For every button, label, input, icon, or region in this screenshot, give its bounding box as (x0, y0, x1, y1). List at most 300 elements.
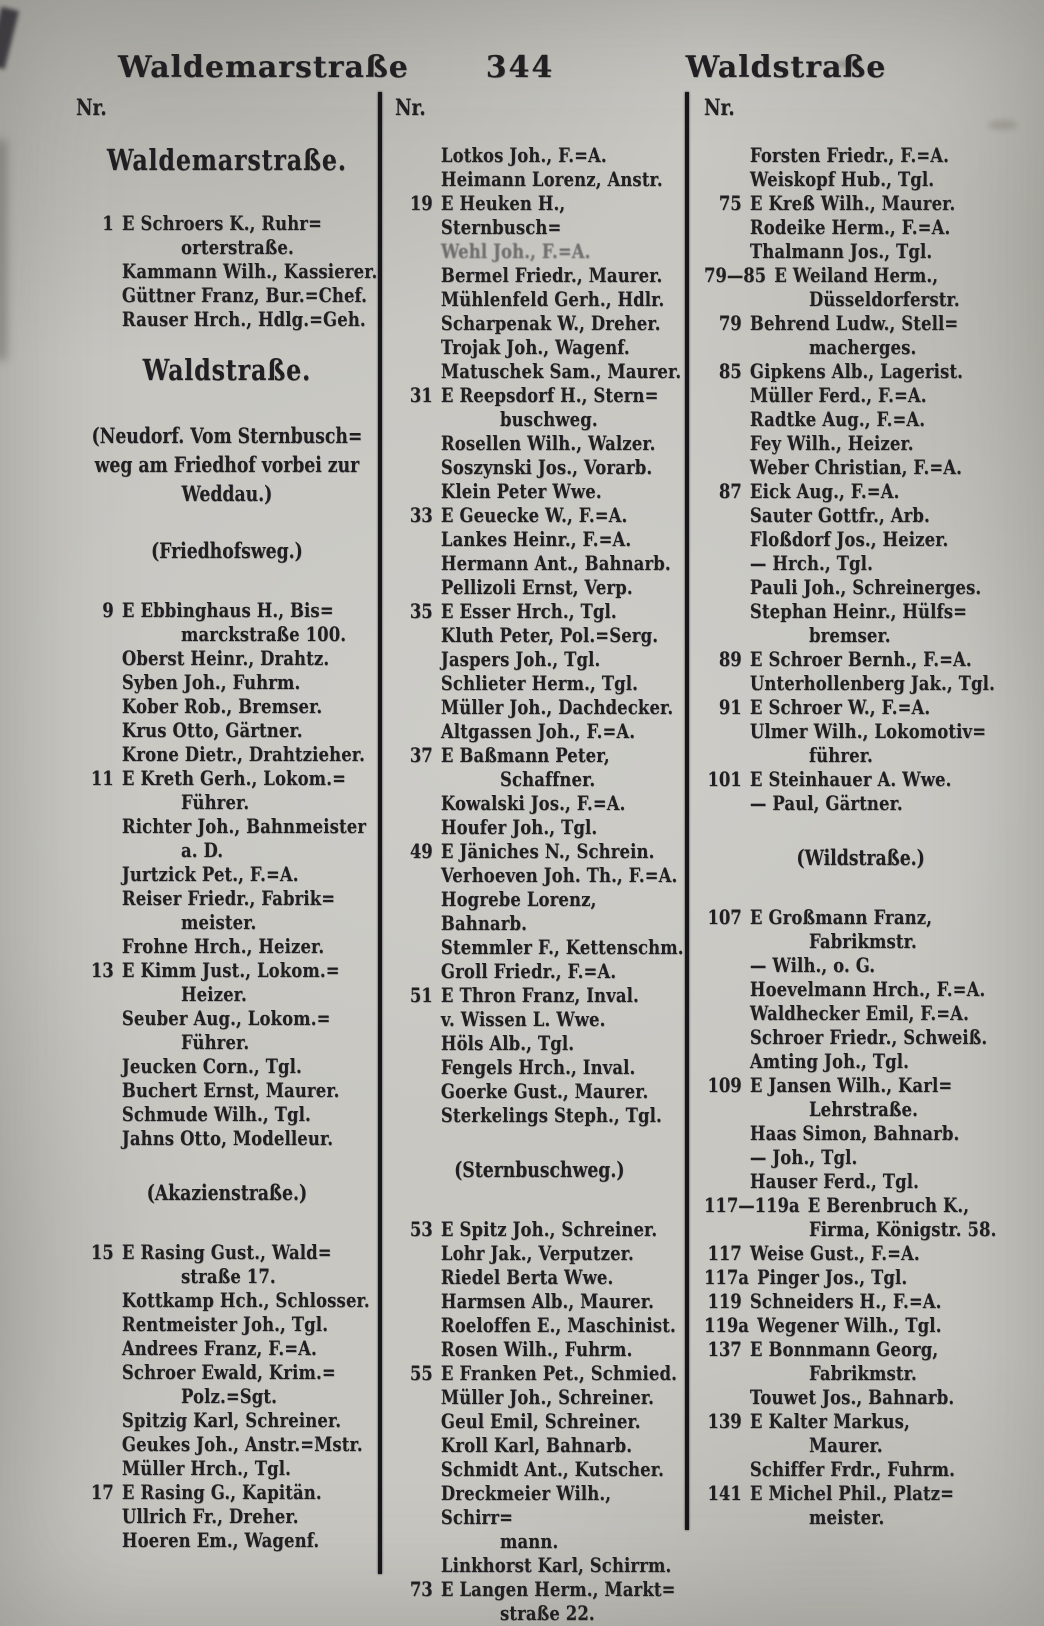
entry-number-spacer (76, 1102, 122, 1126)
entry-text: E Rasing G., Kapitän. (121, 1480, 322, 1504)
entry-number-spacer (704, 455, 750, 479)
entry-row (76, 862, 378, 886)
entry-row (395, 239, 684, 263)
entry-row (704, 431, 1017, 455)
entry-house-number: 107 (707, 905, 742, 929)
entry-text: Schiffer Frdr., Fuhrm. (749, 1457, 956, 1481)
entry-row (704, 647, 1017, 671)
entry-number-spacer (76, 1432, 122, 1456)
entry-text: Pellizoli Ernst, Verp. (440, 575, 633, 599)
entry-text: Höls Alb., Tgl. (440, 1031, 575, 1055)
entry-continuation-line: Führer. (180, 790, 250, 814)
entry-continuation-line: marckstraße 100. (180, 622, 347, 646)
entry-text: Harmsen Alb., Maurer. (440, 1289, 654, 1313)
entry-text: Kroll Karl, Bahnarb. (440, 1433, 633, 1457)
entry-text: E Rasing Gust., Wald= (121, 1240, 332, 1264)
entry-number-spacer (395, 287, 441, 311)
entry-text: Güttner Franz, Bur.=Chef. (121, 283, 368, 307)
entry-row (704, 767, 1017, 791)
entry-house-number: 33 (409, 503, 433, 527)
entry-number-spacer (395, 671, 441, 695)
entry-row (704, 479, 1017, 503)
entry-house-number: 17 (90, 1480, 114, 1504)
entry-row (76, 742, 378, 766)
entry-text: E Jansen Wilh., Karl= (749, 1073, 953, 1097)
entry-text: Sterkelings Steph., Tgl. (440, 1103, 662, 1127)
entry-number-spacer (76, 1312, 122, 1336)
entry-text: Goerke Gust., Maurer. (440, 1079, 649, 1103)
entry-text: Waldhecker Emil, F.=A. (749, 1001, 969, 1025)
entry-row (76, 718, 378, 742)
entry-text: Amting Joh., Tgl. (749, 1049, 910, 1073)
entry-row (704, 383, 1017, 407)
note-line: Weddau.) (181, 481, 273, 506)
entry-number-spacer (395, 719, 441, 743)
entry-row (76, 1528, 378, 1552)
entry-house-number: 91 (718, 695, 742, 719)
entry-number-spacer (704, 1025, 750, 1049)
entry-row (704, 311, 1017, 335)
entry-row (704, 143, 1017, 167)
entry-house-number: 109 (707, 1073, 742, 1097)
entry-row (395, 1217, 684, 1241)
entry-continuation-line: macherges. (808, 335, 917, 359)
entry-row (395, 191, 684, 239)
entry-number-spacer (395, 623, 441, 647)
entry-text: Rosellen Wilh., Walzer. (440, 431, 656, 455)
entry-row (395, 335, 684, 359)
entry-number-spacer (395, 479, 441, 503)
entry-row (395, 1265, 684, 1289)
entry-text: Sauter Gottfr., Arb. (749, 503, 930, 527)
entry-row (704, 1409, 1017, 1433)
entry-number-spacer (395, 527, 441, 551)
entry-number-spacer (395, 263, 441, 287)
entry-text: E Spitz Joh., Schreiner. (440, 1217, 658, 1241)
entry-number-spacer (704, 977, 750, 1001)
entry-row (704, 1073, 1017, 1097)
entry-row (704, 359, 1017, 383)
entry-number-spacer (395, 1241, 441, 1265)
entry-number-spacer (76, 1408, 122, 1432)
entry-row (395, 455, 684, 479)
entry-text: Thalmann Jos., Tgl. (749, 239, 933, 263)
entry-house-number: 51 (409, 983, 433, 1007)
entry-row (76, 1078, 378, 1102)
entry-number-spacer (395, 1481, 441, 1529)
entry-number-spacer (76, 1528, 122, 1552)
entry-continuation-line: führer. (808, 743, 873, 767)
entry-number-spacer (704, 1049, 750, 1073)
entry-number-spacer (704, 431, 750, 455)
entry-text: E Reepsdorf H., Stern= (440, 383, 659, 407)
entry-number-spacer (395, 575, 441, 599)
entry-text: Hermann Ant., Bahnarb. (440, 551, 671, 575)
entry-text: Kottkamp Hch., Schlosser. (121, 1288, 370, 1312)
substreet-heading: (Wildstraße.) (796, 845, 925, 870)
entry-text: Trojak Joh., Wagenf. (440, 335, 630, 359)
scan-smudge (0, 7, 19, 70)
street-heading: Waldstraße. (142, 353, 312, 387)
entry-text: E Geuecke W., F.=A. (440, 503, 628, 527)
entry-text: Forsten Friedr., F.=A. (749, 143, 950, 167)
entry-number-spacer (76, 1006, 122, 1030)
entry-house-number: 37 (409, 743, 433, 767)
entry-text: Gipkens Alb., Lagerist. (749, 359, 964, 383)
entry-text: E Schroer W., F.=A. (749, 695, 931, 719)
entry-text: Müller Joh., Schreiner. (440, 1385, 655, 1409)
entry-row (704, 1481, 1017, 1505)
entry-house-number: 49 (409, 839, 433, 863)
entry-number-spacer (76, 718, 122, 742)
entry-text: Fengels Hrch., Inval. (440, 1055, 636, 1079)
entry-row (395, 263, 684, 287)
entry-continuation-line: bremser. (808, 623, 891, 647)
entry-row (395, 1361, 684, 1385)
entry-text: Müller Ferd., F.=A. (749, 383, 927, 407)
entry-row (76, 694, 378, 718)
entry-house-number: 73 (409, 1577, 433, 1601)
entry-house-number: 119 (707, 1289, 742, 1313)
entry-text: Jeucken Corn., Tgl. (121, 1054, 302, 1078)
entry-text: Rauser Hrch., Hdlg.=Geh. (121, 307, 366, 331)
entry-row (76, 283, 378, 307)
entry-row (76, 670, 378, 694)
entry-number-spacer (76, 646, 122, 670)
entry-text: E Bonnmann Georg, (749, 1337, 939, 1361)
entry-text: Roeloffen E., Maschinist. (440, 1313, 676, 1337)
entry-row (704, 1025, 1017, 1049)
column-divider (378, 92, 382, 1574)
entry-text: Kowalski Jos., F.=A. (440, 791, 626, 815)
entry-row (395, 359, 684, 383)
entry-row (395, 551, 684, 575)
entry-text: Schroer Ewald, Krim.= (121, 1360, 336, 1384)
entry-text: Groll Friedr., F.=A. (440, 959, 617, 983)
entry-number-spacer (395, 431, 441, 455)
entry-row (76, 1336, 378, 1360)
entry-row (395, 1409, 684, 1433)
entry-number-spacer (76, 1504, 122, 1528)
entry-row (76, 958, 378, 982)
entry-text: E Franken Pet., Schmied. (440, 1361, 678, 1385)
entry-number-spacer (395, 551, 441, 575)
entry-number-spacer (395, 935, 441, 959)
entry-continuation-line: mann. (499, 1529, 559, 1553)
entry-text: Fey Wilh., Heizer. (749, 431, 914, 455)
entry-continuation-line: straße 17. (180, 1264, 276, 1288)
entry-continuation-line: Polz.=Sgt. (180, 1384, 278, 1408)
entry-row (704, 905, 1017, 929)
entry-continuation-line: a. D. (180, 838, 224, 862)
entry-row (395, 575, 684, 599)
entry-number-spacer (395, 887, 441, 935)
nr-column-label: Nr. (76, 95, 107, 121)
entry-house-number: 53 (409, 1217, 433, 1241)
entry-text: Pinger Jos., Tgl. (757, 1265, 908, 1289)
entry-number-spacer (76, 862, 122, 886)
entry-row (76, 307, 378, 331)
entry-number-spacer (395, 815, 441, 839)
entry-house-number: 89 (718, 647, 742, 671)
entry-row (395, 503, 684, 527)
entry-text: E Ebbinghaus H., Bis= (121, 598, 334, 622)
entry-number-spacer (76, 742, 122, 766)
entry-row (704, 1241, 1017, 1265)
entry-text: Kammann Wilh., Kassierer. (121, 259, 378, 283)
entry-continuation-line: meister. (180, 910, 257, 934)
entry-text: E Michel Phil., Platz= (749, 1481, 955, 1505)
substreet-heading: (Akazienstraße.) (146, 1180, 308, 1205)
entry-row (704, 1265, 1017, 1289)
entry-text: E Thron Franz, Inval. (440, 983, 639, 1007)
entry-row (704, 671, 1017, 695)
entry-house-number: 75 (718, 191, 742, 215)
entry-house-number: 1 (102, 211, 114, 235)
entry-text: — Hrch., Tgl. (749, 551, 873, 575)
entry-continuation-line: straße 22. (499, 1601, 595, 1625)
entry-text: Weiskopf Hub., Tgl. (749, 167, 935, 191)
entry-text: Soszynski Jos., Vorarb. (440, 455, 653, 479)
entry-number-spacer (704, 167, 750, 191)
entry-row (704, 527, 1017, 551)
entry-house-number: 13 (90, 958, 114, 982)
entry-number-spacer (704, 575, 750, 599)
entry-text: Scharpenak W., Dreher. (440, 311, 661, 335)
nr-column-label: Nr. (395, 95, 426, 121)
entry-text: E Langen Herm., Markt= (440, 1577, 676, 1601)
entry-text: Hoevelmann Hrch., F.=A. (749, 977, 986, 1001)
running-header-right-street: Waldstraße (685, 50, 887, 85)
entry-text: Lankes Heinr., F.=A. (440, 527, 632, 551)
entry-number-spacer (395, 647, 441, 671)
entry-number-spacer (704, 1145, 750, 1169)
entry-house-number: 137 (707, 1337, 742, 1361)
entry-continuation-line: buschweg. (499, 407, 598, 431)
entry-row (395, 1553, 684, 1577)
entry-number-spacer (704, 953, 750, 977)
entry-text: E Kimm Just., Lokom.= (121, 958, 340, 982)
entry-text: Jaspers Joh., Tgl. (440, 647, 601, 671)
entry-text: Haas Simon, Bahnarb. (749, 1121, 960, 1145)
entry-text: Kluth Peter, Pol.=Serg. (440, 623, 659, 647)
entry-number-spacer (395, 359, 441, 383)
street-heading: Waldemarstraße. (106, 143, 347, 177)
entry-text: Müller Joh., Dachdecker. (440, 695, 674, 719)
entry-row (704, 1121, 1017, 1145)
entry-text: Klein Peter Wwe. (440, 479, 602, 503)
entry-number-spacer (395, 1055, 441, 1079)
entry-text: Hogrebe Lorenz, Bahnarb. (440, 887, 597, 935)
entry-row (76, 259, 378, 283)
entry-number-spacer (395, 335, 441, 359)
entry-text: — Paul, Gärtner. (749, 791, 903, 815)
entry-number-spacer (395, 455, 441, 479)
entry-row (704, 1001, 1017, 1025)
entry-row (704, 599, 1017, 623)
column-2 (395, 95, 684, 1625)
entry-row (395, 1241, 684, 1265)
entry-row (395, 983, 684, 1007)
entry-number-spacer (704, 1001, 750, 1025)
entry-row (76, 1504, 378, 1528)
entry-text: Jurtzick Pet., F.=A. (121, 862, 299, 886)
entry-text: Wegener Wilh., Tgl. (757, 1313, 942, 1337)
entry-number-spacer (704, 143, 750, 167)
entry-number-spacer (704, 239, 750, 263)
entry-house-number: 117 (707, 1241, 742, 1265)
entry-text: Richter Joh., Bahnmeister (121, 814, 367, 838)
entry-number-spacer (704, 1457, 750, 1481)
entry-text: Bermel Friedr., Maurer. (440, 263, 663, 287)
entry-text: Behrend Ludw., Stell= (749, 311, 959, 335)
entry-text: Jahns Otto, Modelleur. (121, 1126, 334, 1150)
entry-text: Krone Dietr., Drahtzieher. (121, 742, 365, 766)
entry-number-spacer (704, 719, 750, 743)
entry-row (395, 1577, 684, 1601)
entry-text: Linkhorst Karl, Schirrm. (440, 1553, 672, 1577)
entry-row (704, 695, 1017, 719)
entry-house-number: 19 (409, 191, 433, 215)
entry-text: Rodeike Herm., F.=A. (749, 215, 951, 239)
entry-row (395, 479, 684, 503)
entry-number-spacer (704, 1169, 750, 1193)
entry-text: Radtke Aug., F.=A. (749, 407, 926, 431)
entry-text: Stephan Heinr., Hülfs= (749, 599, 968, 623)
entry-text: E Baßmann Peter, (440, 743, 610, 767)
entry-row (395, 1385, 684, 1409)
entry-row (76, 934, 378, 958)
entry-text: Ullrich Fr., Dreher. (121, 1504, 299, 1528)
entry-row (76, 1126, 378, 1150)
entry-row (704, 455, 1017, 479)
entry-row (76, 598, 378, 622)
entry-row (76, 1312, 378, 1336)
entry-continuation-line: Firma, Königstr. 58. (808, 1217, 997, 1241)
entry-text: Weber Christian, F.=A. (749, 455, 963, 479)
entry-row (704, 1313, 1017, 1337)
entry-text: Seuber Aug., Lokom.= (121, 1006, 331, 1030)
entry-house-number: 15 (90, 1240, 114, 1264)
entry-row (704, 167, 1017, 191)
entry-number-spacer (395, 1289, 441, 1313)
entry-text: Kober Rob., Bremser. (121, 694, 323, 718)
entry-text: E Kreth Gerh., Lokom.= (121, 766, 346, 790)
entry-house-number: 117a (704, 1265, 749, 1289)
entry-row (395, 959, 684, 983)
entry-row (395, 1337, 684, 1361)
entry-house-number: 139 (707, 1409, 742, 1433)
entry-row (395, 839, 684, 863)
entry-text: E Heuken H., Sternbusch= (440, 191, 566, 239)
entry-text: Schmidt Ant., Kutscher. (440, 1457, 664, 1481)
entry-text: Eick Aug., F.=A. (749, 479, 900, 503)
entry-text: E Kreß Wilh., Maurer. (749, 191, 956, 215)
entry-text: Floßdorf Jos., Heizer. (749, 527, 949, 551)
entry-text: Matuschek Sam., Maurer. (440, 359, 682, 383)
entry-number-spacer (76, 886, 122, 910)
entry-continuation-line: meister. (808, 1505, 885, 1529)
entry-row (395, 431, 684, 455)
entry-row (704, 1193, 1017, 1217)
entry-number-spacer (704, 551, 750, 575)
substreet-heading: (Sternbuschweg.) (454, 1157, 625, 1182)
entry-text: E Kalter Markus, (749, 1409, 910, 1433)
entry-row (395, 1055, 684, 1079)
entry-row (704, 953, 1017, 977)
entry-text: Stemmler F., Kettenschm. (440, 935, 684, 959)
entry-row (704, 1169, 1017, 1193)
entry-row (704, 575, 1017, 599)
entry-row (704, 191, 1017, 215)
entry-number-spacer (395, 1457, 441, 1481)
entry-continuation-line: Fabrikmstr. (808, 929, 917, 953)
scan-shadow (0, 140, 6, 360)
entry-row (395, 671, 684, 695)
entry-row (76, 814, 378, 838)
entry-number-spacer (76, 1078, 122, 1102)
entry-number-spacer (704, 599, 750, 623)
entry-number-spacer (704, 527, 750, 551)
street-description-note (76, 421, 378, 508)
column-1 (76, 95, 378, 1552)
entry-text: Touwet Jos., Bahnarb. (749, 1385, 955, 1409)
entry-text: Spitzig Karl, Schreiner. (121, 1408, 342, 1432)
entry-row (395, 1103, 684, 1127)
entry-text: Hauser Ferd., Tgl. (749, 1169, 919, 1193)
entry-row (395, 1457, 684, 1481)
entry-row (704, 719, 1017, 743)
entry-text: Frohne Hrch., Heizer. (121, 934, 325, 958)
entry-row (76, 1480, 378, 1504)
entry-number-spacer (76, 1288, 122, 1312)
entry-text: Hoeren Em., Wagenf. (121, 1528, 320, 1552)
entry-row (395, 887, 684, 935)
entry-row (704, 407, 1017, 431)
entry-text: Rosen Wilh., Fuhrm. (440, 1337, 633, 1361)
entry-number-spacer (395, 1313, 441, 1337)
entry-text: Rentmeister Joh., Tgl. (121, 1312, 329, 1336)
entry-text: E Großmann Franz, (749, 905, 933, 929)
entry-row (395, 623, 684, 647)
entry-house-number: 117—119a (704, 1193, 800, 1217)
entry-text: Dreckmeier Wilh., Schirr= (440, 1481, 612, 1529)
entry-text: E Steinhauer A. Wwe. (749, 767, 952, 791)
entry-number-spacer (76, 259, 122, 283)
entry-row (76, 1432, 378, 1456)
note-line: weg am Friedhof vorbei zur (94, 452, 360, 477)
entry-row (704, 1457, 1017, 1481)
entry-text: E Schroer Bernh., F.=A. (749, 647, 972, 671)
entry-row (395, 527, 684, 551)
column-divider (685, 92, 689, 1530)
entry-number-spacer (395, 1031, 441, 1055)
running-header-left-street: Waldemarstraße (118, 50, 409, 85)
entry-row (76, 1102, 378, 1126)
entry-text: Geukes Joh., Anstr.=Mstr. (121, 1432, 363, 1456)
entry-house-number: 9 (102, 598, 114, 622)
entry-row (395, 719, 684, 743)
note-line: (Neudorf. Vom Sternbusch= (91, 423, 363, 448)
entry-row (395, 287, 684, 311)
entry-row (395, 935, 684, 959)
entry-row (395, 1481, 684, 1529)
entry-number-spacer (395, 1079, 441, 1103)
entry-text: Reiser Friedr., Fabrik= (121, 886, 336, 910)
entry-text: Schlieter Herm., Tgl. (440, 671, 639, 695)
entry-row (76, 766, 378, 790)
entry-house-number: 87 (718, 479, 742, 503)
